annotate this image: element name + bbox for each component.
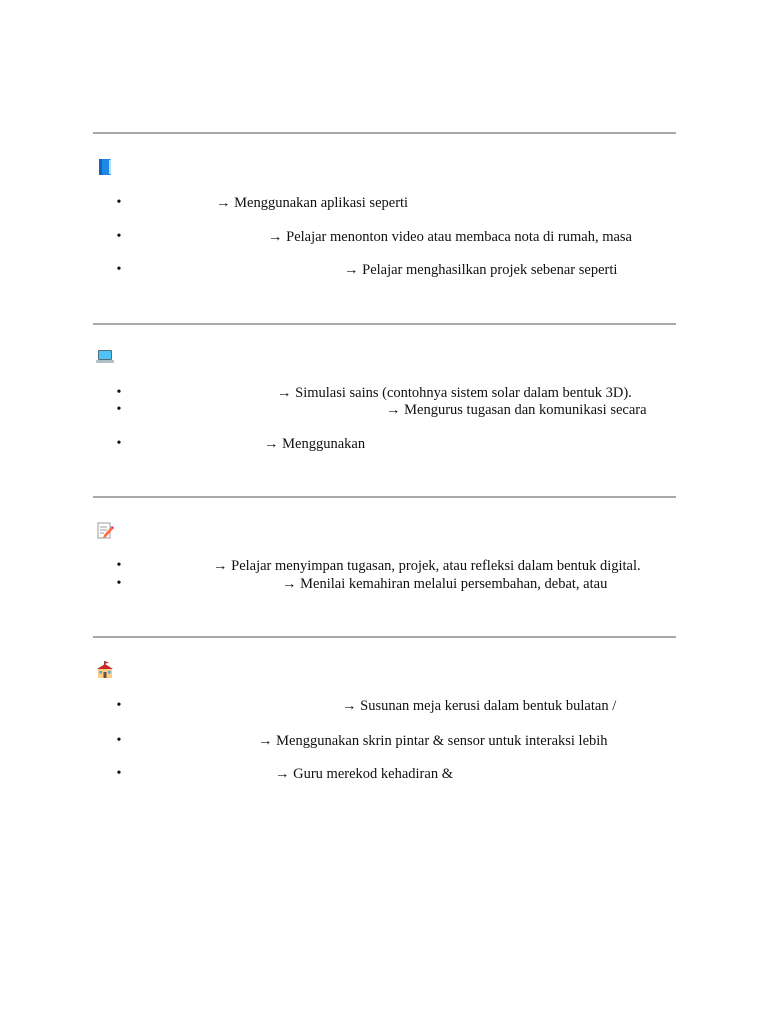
bullet: • [116,558,122,573]
school-building-icon [96,661,114,679]
memo-pencil-icon [96,521,114,539]
section-divider [93,323,676,325]
list-item [114,227,694,247]
list-item [114,556,694,576]
list-item-text: → Mengurus tugasan dan komunikasi secara [386,402,647,418]
laptop-icon [96,348,114,366]
list-item-text: → Simulasi sains (contohnya sistem solar dalam bentuk 3D). [277,385,632,401]
list-item [114,574,694,594]
list-item-text: → Pelajar menonton video atau membaca nota di rumah, masa [268,229,632,245]
section-divider [93,636,676,638]
bullet: • [116,385,122,400]
list-item-text: → Susunan meja kerusi dalam bentuk bulatan / [342,698,617,714]
list-item-text: → Menggunakan skrin pintar & sensor untuk interaksi lebih [258,733,608,749]
list-item [114,400,694,420]
list-item-text: → Guru merekod kehadiran & [275,766,453,782]
list-item [114,731,694,751]
list-item [114,434,694,454]
bullet: • [116,698,122,713]
bullet: • [116,576,122,591]
bullet: • [116,229,122,244]
list-item-text: → Menggunakan aplikasi seperti [216,195,409,211]
blue-book-icon [96,158,114,176]
bullet: • [116,402,122,417]
list-item [114,193,694,213]
bullet: • [116,195,122,210]
list-item-text: → Pelajar menghasilkan projek sebenar seperti [344,262,618,278]
list-item [114,764,694,784]
list-item-text: → Pelajar menyimpan tugasan, projek, atau refleksi dalam bentuk digital. [213,558,641,574]
list-item-text: → Menggunakan [264,436,366,452]
bullet: • [116,436,122,451]
section-divider [93,496,676,498]
bullet: • [116,262,122,277]
list-item-text: → Menilai kemahiran melalui persembahan, debat, atau [282,576,608,592]
list-item [114,696,694,716]
list-item [114,260,694,280]
bullet: • [116,766,122,781]
bullet: • [116,733,122,748]
section-divider [93,132,676,134]
